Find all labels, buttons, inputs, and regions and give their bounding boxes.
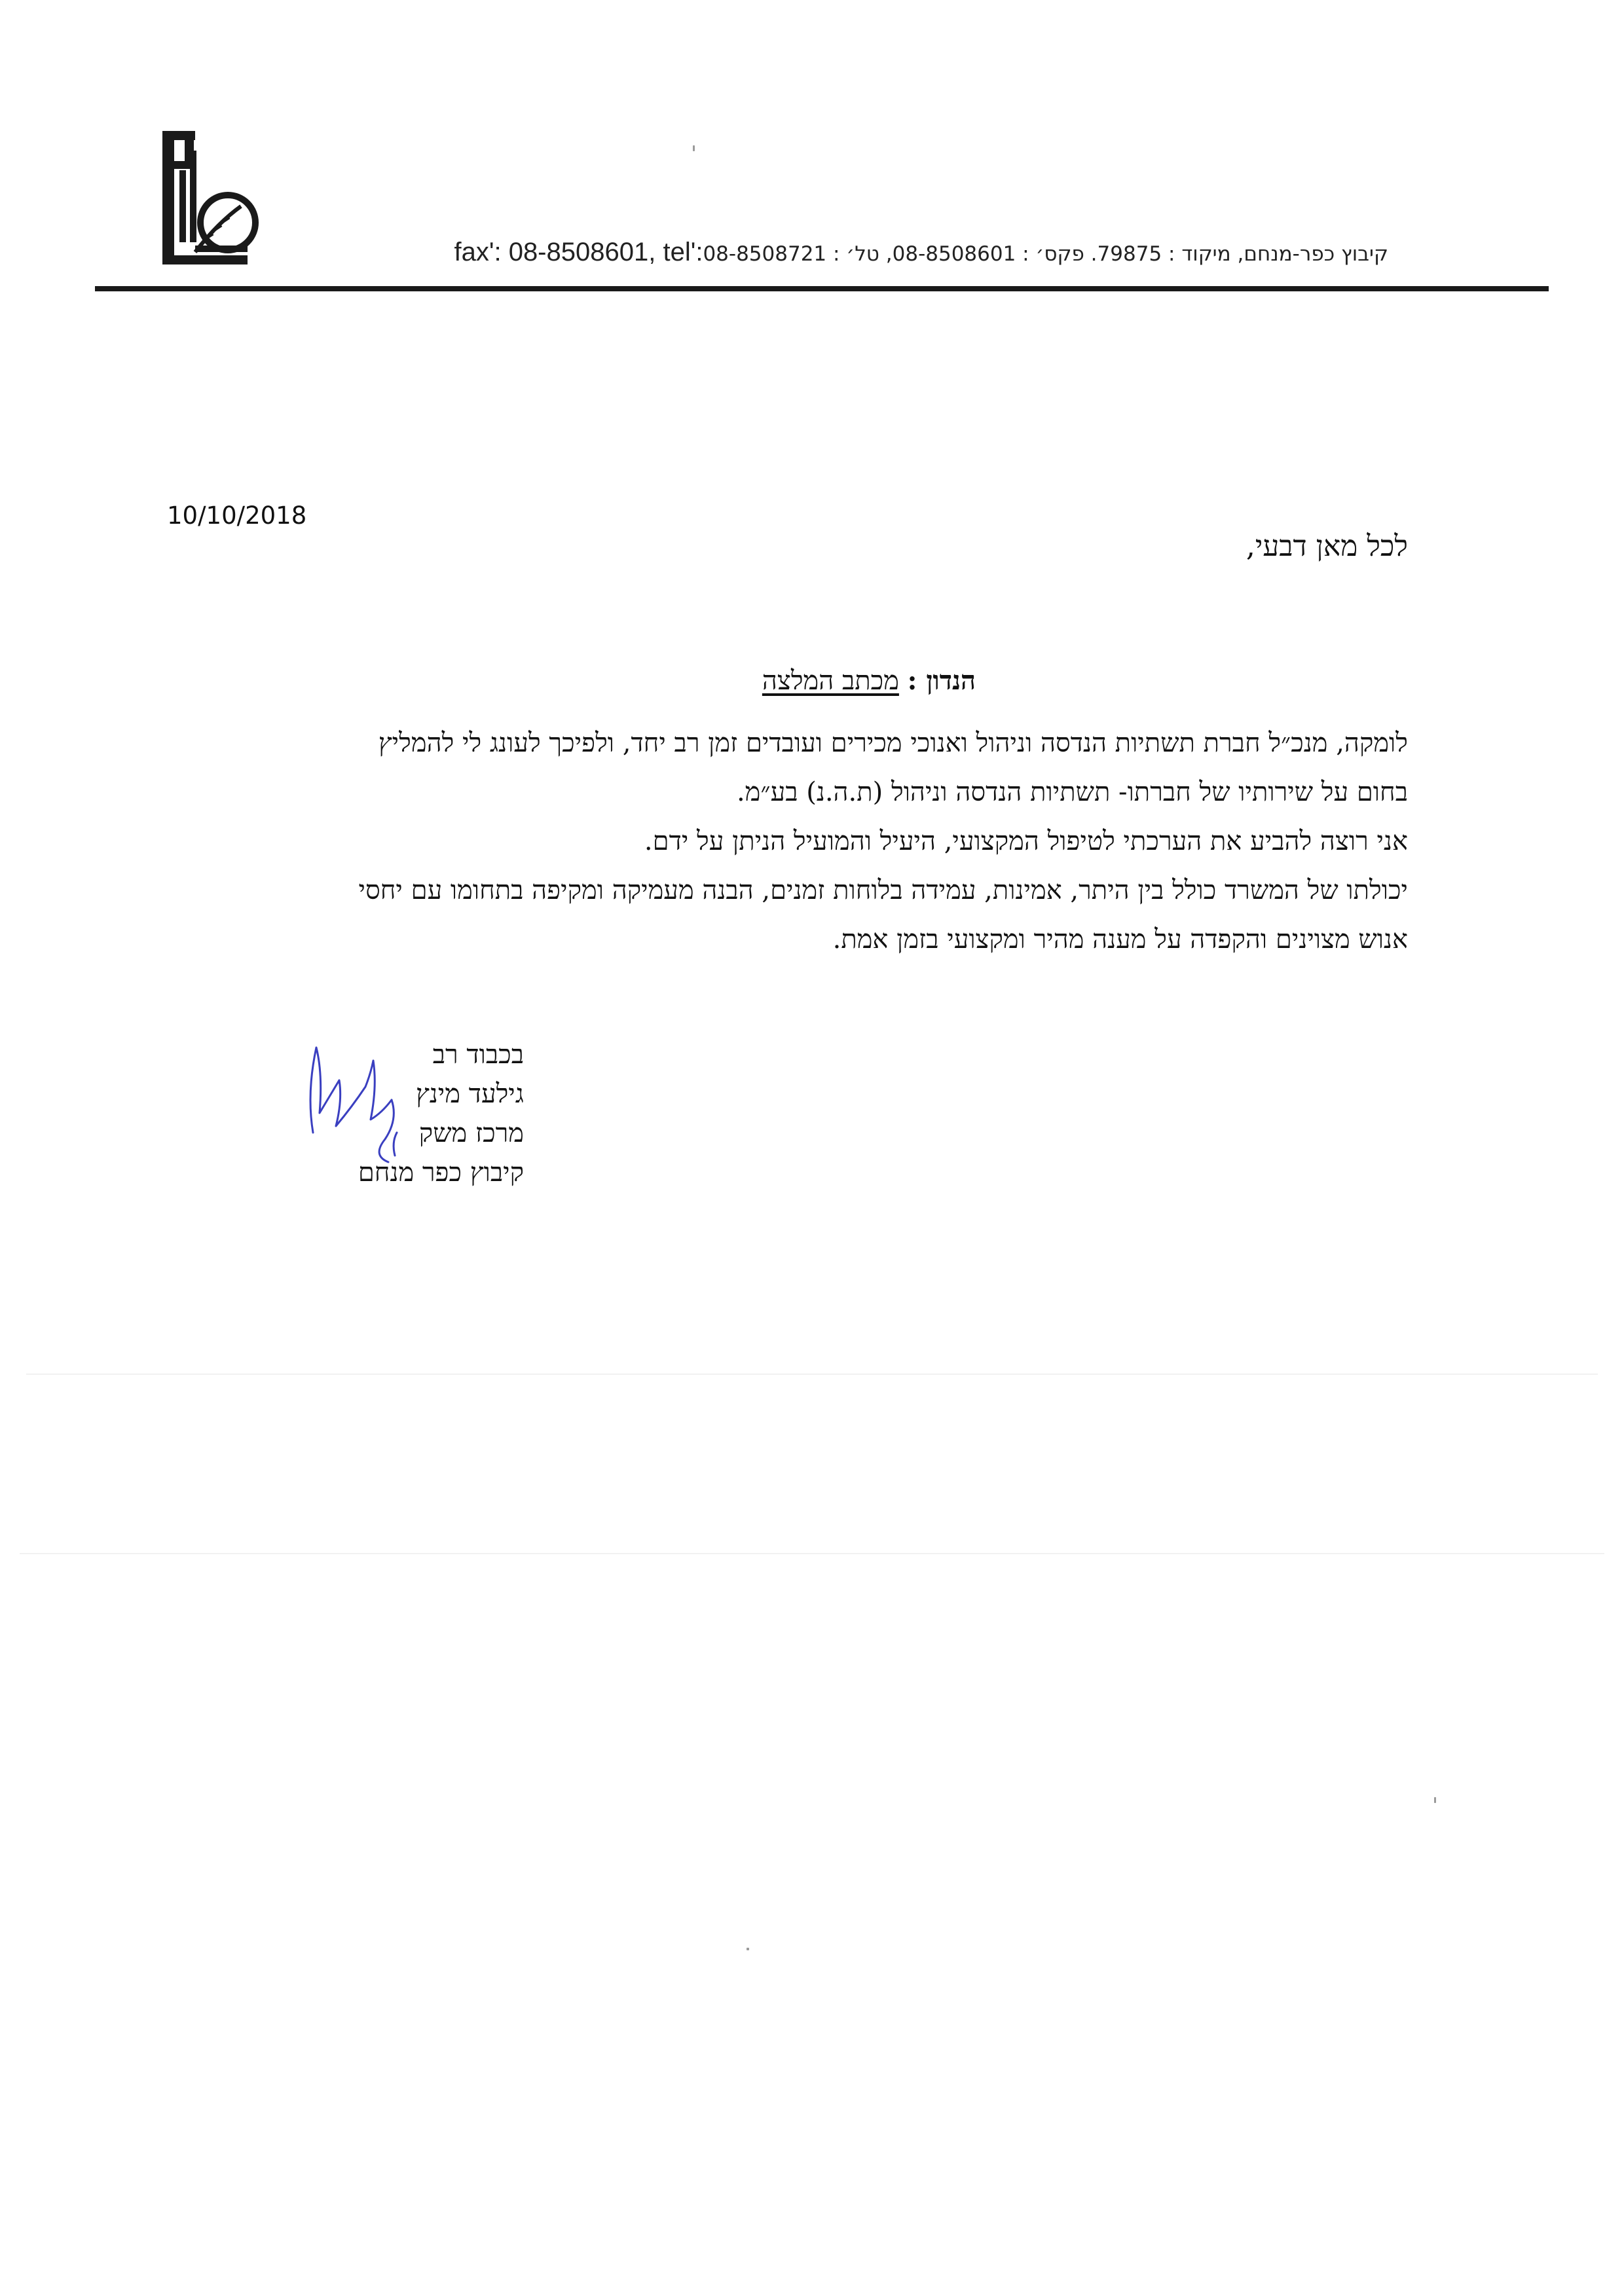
subject-title: מכתב המלצה xyxy=(762,666,899,696)
body-line: יכולתו של המשרד כולל בין היתר, אמינות, עמידה בלוחות זמנים, הבנה מעמיקה ומקיפה בתחומו עם יחסי xyxy=(358,875,1408,905)
closing-salutation: בכבוד רב xyxy=(432,1040,524,1070)
letterhead-contact-line xyxy=(393,232,1388,272)
kibbutz-logo xyxy=(156,124,261,275)
letterhead-latin: fax': 08-8508601, tel': xyxy=(454,238,703,266)
body-line: אני רוצה להביע את הערכתי לטיפול המקצועי, היעיל והמועיל הניתן על ידם. xyxy=(644,826,1408,856)
body-line: אנוש מצוינים והקפדה על מענה מהיר ומקצועי בזמן אמת. xyxy=(832,924,1408,955)
signer-name: גילעד מינץ xyxy=(415,1079,524,1109)
handwritten-signature xyxy=(293,1034,424,1165)
scan-artifact-dot xyxy=(747,1948,749,1950)
scan-artifact-line xyxy=(20,1553,1604,1554)
letter-date: 10/10/2018 xyxy=(167,501,307,530)
scan-artifact-dot xyxy=(1434,1797,1436,1803)
letter-subject xyxy=(589,658,976,704)
scan-artifact-dot xyxy=(693,145,695,151)
subject-label: הנדון : xyxy=(907,665,976,696)
signer-organization: קיבוץ כפר מנחם xyxy=(358,1157,524,1188)
body-line: לומקה, מנכ״ל חברת תשתיות הנדסה וניהול ואנוכי מכירים ועובדים זמן רב יחד, ולפיכך לעונג לי להמליץ xyxy=(378,728,1408,758)
body-line: בחום על שירותיו של חברתו- תשתיות הנדסה וניהול (ת.ה.נ) בע״מ. xyxy=(736,777,1408,807)
signer-title: מרכז משק xyxy=(418,1118,524,1148)
letter-greeting: לכל מאן דבעי, xyxy=(1246,530,1408,563)
scan-artifact-line xyxy=(26,1374,1598,1375)
letterhead-hebrew: קיבוץ כפר-מנחם, מיקוד : 79875. פקס׳ : 08-8508601, טל׳ : 08-8508721 xyxy=(703,242,1388,266)
letterhead-divider xyxy=(95,286,1549,291)
